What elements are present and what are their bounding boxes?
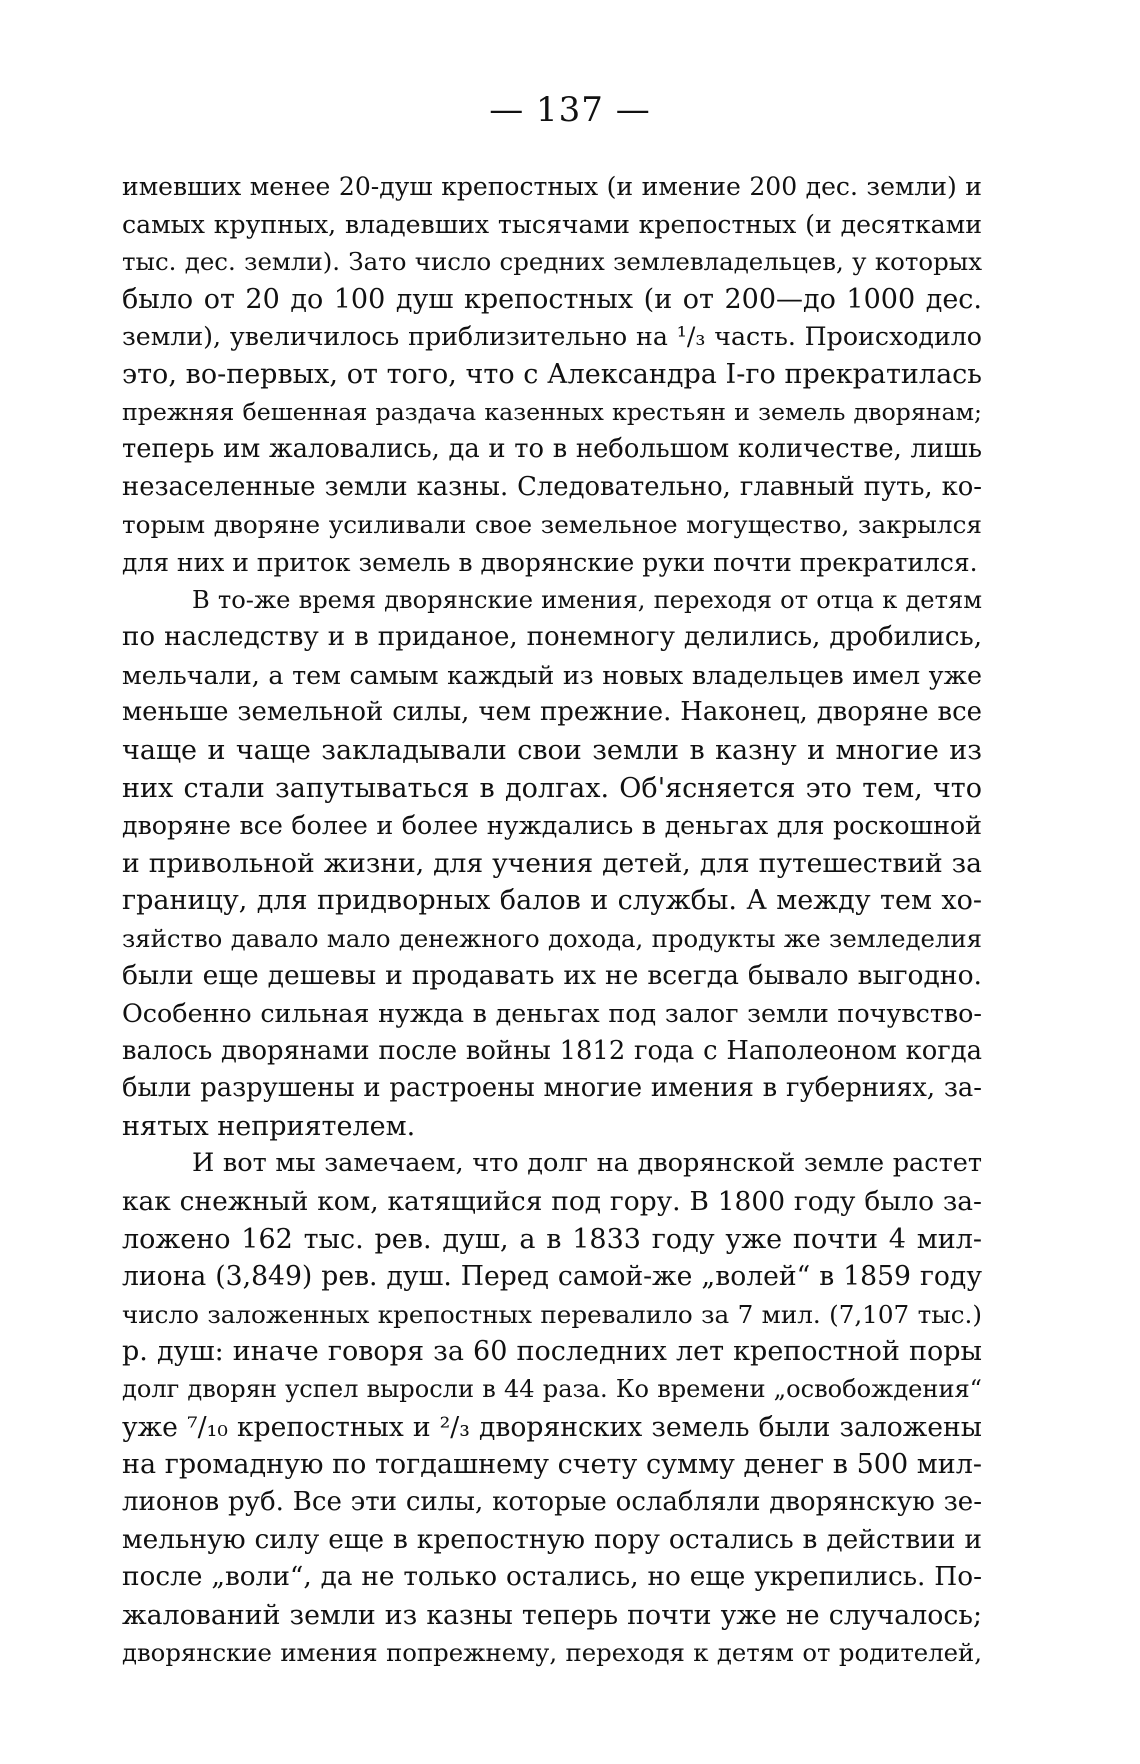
text-line: прежняя бешенная раздача казенных крестьян и земель дворянам; bbox=[122, 397, 982, 426]
text-line: были еще дешевы и продавать их не всегда бывало выгодно. bbox=[122, 960, 982, 992]
text-line: чаще и чаще закладывали свои земли в казну и многие из bbox=[122, 734, 982, 766]
text-line: долг дворян успел выросли в 44 раза. Ко времени „освобождения“ bbox=[122, 1375, 982, 1403]
text-line: ложено 162 тыс. рев. душ, а в 1833 году уже почти 4 мил- bbox=[122, 1223, 982, 1255]
text-line: меньше земельной силы, чем прежние. Наконец, дворяне все bbox=[122, 697, 982, 728]
text-line: дворянские имения попрежнему, переходя к детям от родителей, bbox=[122, 1638, 982, 1668]
text-line: Особенно сильная нужда в деньгах под залог земли почувство- bbox=[122, 998, 982, 1029]
text-line: мельчали, а тем самым каждый из новых владельцев имел уже bbox=[122, 659, 982, 690]
text-line: число заложенных крепостных перевалило за 7 мил. (7,107 тыс.) bbox=[122, 1299, 982, 1329]
text-line: и привольной жизни, для учения детей, для путешествий за bbox=[122, 847, 982, 879]
text-line: нятых неприятелем. bbox=[122, 1110, 416, 1142]
text-line: самых крупных, владевших тысячами крепостных (и десятками bbox=[122, 209, 982, 239]
body-text bbox=[122, 168, 982, 1672]
text-line: на громадную по тогдашнему счету сумму денег в 500 мил- bbox=[122, 1449, 982, 1481]
text-line: после „воли“, да не только остались, но еще укрепились. По- bbox=[122, 1561, 982, 1592]
text-line: как снежный ком, катящийся под гору. В 1800 году было за- bbox=[122, 1186, 982, 1218]
text-line: лионов руб. Все эти силы, которые ослабляли дворянскую зе- bbox=[122, 1486, 982, 1517]
text-line: дворяне все более и более нуждались в деньгах для роскошной bbox=[122, 811, 982, 841]
text-line: мельную силу еще в крепостную пору остались в действии и bbox=[122, 1524, 982, 1556]
text-line: теперь им жаловались, да и то в небольшом количестве, лишь bbox=[122, 434, 982, 465]
text-line: по наследству и в приданое, понемногу делились, дробились, bbox=[122, 622, 982, 653]
text-line: валось дворянами после войны 1812 года с Наполеоном когда bbox=[122, 1035, 982, 1066]
text-line: было от 20 до 100 душ крепостных (и от 200—до 1000 дес. bbox=[122, 283, 982, 315]
text-line: имевших менее 20-душ крепостных (и имение 200 дес. земли) и bbox=[122, 172, 982, 201]
text-line: лиона (3,849) рев. душ. Перед самой-же „волей“ в 1859 году bbox=[122, 1261, 982, 1293]
text-line: уже ⁷/₁₀ крепостных и ²/₃ дворянских земель были заложены bbox=[122, 1411, 982, 1443]
text-line: зяйство давало мало денежного дохода, продукты же земледелия bbox=[122, 923, 982, 953]
paragraph-first-line: В то-же время дворянские имения, переходя от отца к детям bbox=[192, 585, 982, 614]
page-number: — 137 — bbox=[489, 90, 651, 130]
text-line: них стали запутываться в долгах. Об'ясняется это тем, что bbox=[122, 772, 982, 804]
text-line: были разрушены и растроены многие имения в губерниях, за- bbox=[122, 1073, 982, 1104]
text-line: тыс. дес. земли). Зато число средних землевладельцев, у которых bbox=[122, 247, 982, 277]
text-line: для них и приток земель в дворянские руки почти прекратился. bbox=[122, 547, 978, 577]
paragraph-first-line: И вот мы замечаем, что долг на дворянской земле растет bbox=[192, 1148, 982, 1179]
text-line: границу, для придворных балов и службы. А между тем хо- bbox=[122, 885, 982, 917]
text-line: жалований земли из казны теперь почти уже не случалось; bbox=[122, 1599, 982, 1631]
text-line: торым дворяне усиливали свое земельное могущество, закрылся bbox=[122, 510, 982, 540]
text-line: земли), увеличилось приблизительно на ¹/₃ часть. Происходило bbox=[122, 322, 982, 352]
text-line: незаселенные земли казны. Следовательно, главный путь, ко- bbox=[122, 471, 982, 502]
text-line: р. душ: иначе говоря за 60 последних лет крепостной поры bbox=[122, 1336, 982, 1368]
text-line: это, во-первых, от того, что с Александра I-го прекратилась bbox=[122, 358, 982, 390]
